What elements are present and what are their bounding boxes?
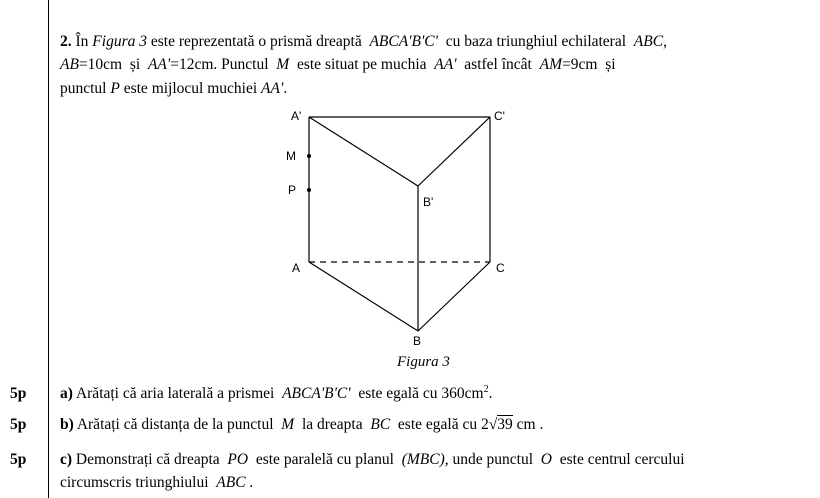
edge-cb xyxy=(418,262,490,331)
edge-ab xyxy=(309,262,418,331)
text: circumscris triunghiului xyxy=(60,474,209,491)
text: În xyxy=(75,33,89,50)
figure-ref: Figura 3 xyxy=(92,33,147,50)
label-b: B xyxy=(413,334,422,348)
text: și xyxy=(129,56,141,73)
label-c: C xyxy=(496,261,505,275)
part-c-line-1 xyxy=(60,451,685,469)
triangle-name: ABC xyxy=(216,474,246,491)
text: este egală cu xyxy=(358,385,438,402)
points-b: 5p xyxy=(10,416,27,433)
problem-number: 2. xyxy=(60,33,72,50)
part-letter: a) xyxy=(60,385,73,402)
text: =10cm xyxy=(78,56,123,73)
segment-ab: AB xyxy=(60,56,79,73)
part-c-line-2 xyxy=(60,474,253,492)
plane-mbc: (MBC) xyxy=(401,451,445,468)
segment-aa: AA' xyxy=(147,56,171,73)
text: cu baza triunghiul echilateral xyxy=(445,33,627,50)
text: este paralelă cu planul xyxy=(255,451,394,468)
text: . xyxy=(249,474,254,491)
text: =12cm xyxy=(170,56,214,73)
text: . xyxy=(539,416,544,433)
label-c1: C' xyxy=(494,109,505,123)
point-m: M xyxy=(276,56,290,73)
text: Arătați că aria laterală a prismei xyxy=(75,385,275,402)
text: este mijlocul muchiei xyxy=(123,80,258,97)
point-p: P xyxy=(110,80,120,97)
coefficient: 2 xyxy=(480,416,489,433)
text: și xyxy=(605,56,616,73)
label-b1: B' xyxy=(423,195,434,209)
unit: cm xyxy=(516,416,536,433)
text: . Punctul xyxy=(213,56,269,73)
edge-a1b1 xyxy=(309,117,418,186)
part-a xyxy=(60,385,492,403)
points-a: 5p xyxy=(10,385,27,402)
line-bc: BC xyxy=(370,416,391,433)
label-m: M xyxy=(286,149,296,163)
text: =9cm xyxy=(562,56,598,73)
text: Demonstrați că dreapta xyxy=(75,451,220,468)
exponent: 2 xyxy=(483,384,489,395)
line-po: PO xyxy=(227,451,249,468)
point-m: M xyxy=(281,416,295,433)
text: punctul xyxy=(60,80,107,97)
prism-name: ABCA'B'C' xyxy=(369,33,438,50)
text: la dreapta xyxy=(301,416,363,433)
segment-aa: AA' xyxy=(261,80,284,97)
text: , unde punctul xyxy=(444,451,534,468)
points-c: 5p xyxy=(10,451,27,468)
point-m-dot xyxy=(307,154,311,158)
text: astfel încât xyxy=(464,56,532,73)
text: este egală cu xyxy=(397,416,478,433)
text: este situat pe muchia xyxy=(296,56,427,73)
point-p-dot xyxy=(307,188,311,192)
area-value: 360cm xyxy=(441,385,484,402)
text: este reprezentată o prismă dreaptă xyxy=(150,33,362,50)
label-a: A xyxy=(292,261,301,275)
point-o: O xyxy=(540,451,552,468)
part-b xyxy=(60,416,543,434)
text: . xyxy=(488,385,493,402)
edge-c1b1 xyxy=(418,117,490,186)
part-letter: b) xyxy=(60,416,74,433)
text: . xyxy=(283,80,288,97)
part-letter: c) xyxy=(60,451,73,468)
text: Arătați că distanța de la punctul xyxy=(76,416,274,433)
text: este centrul cercului xyxy=(559,451,685,468)
label-p: P xyxy=(288,183,297,197)
triangle-name: ABC xyxy=(633,33,664,50)
label-a1: A' xyxy=(291,109,302,123)
segment-aa: AA' xyxy=(434,56,457,73)
radicand: 39 xyxy=(497,416,513,433)
prism-name: ABCA'B'C' xyxy=(282,385,351,402)
sqrt-sign: √ xyxy=(488,416,498,433)
segment-am: AM xyxy=(539,56,563,73)
text: , xyxy=(663,33,667,50)
figure-caption: Figura 3 xyxy=(397,354,450,370)
